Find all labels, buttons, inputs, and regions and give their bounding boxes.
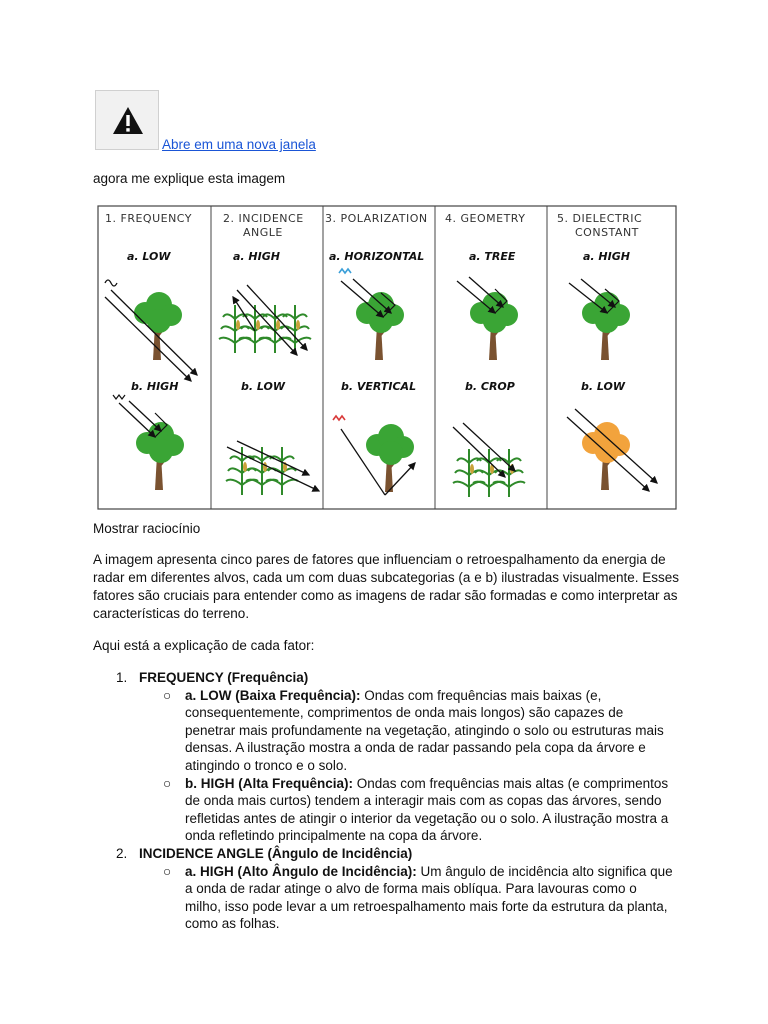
panel-1-b-label: b. HIGH xyxy=(131,380,179,393)
factor-number: 2. xyxy=(116,845,128,861)
subitem-label: a. HIGH (Alto Ângulo de Incidência): xyxy=(185,863,417,879)
panel-3-header: 3. POLARIZATION xyxy=(325,212,428,225)
factor-item xyxy=(93,669,693,687)
warning-icon xyxy=(112,106,144,136)
panel-5-a-label: a. HIGH xyxy=(583,250,630,263)
panel-4-a-label: a. TREE xyxy=(469,250,516,263)
user-prompt: agora me explique esta imagem xyxy=(93,171,286,186)
panel-2-a-label: a. HIGH xyxy=(233,250,280,263)
open-new-window-link[interactable]: Abre em uma nova janela xyxy=(162,137,316,152)
panel-1-header: 1. FREQUENCY xyxy=(105,212,193,225)
subitem-text: Um ângulo de incidência alto significa que a onda de radar atinge o alvo de forma mais oblíqua. Para lavouras como o milho, isso pode levar a um retroespalhamento mais forte da estrutura da planta, como as folhas. xyxy=(185,863,673,932)
panel-4-b-label: b. CROP xyxy=(465,380,515,393)
intro-paragraph: A imagem apresenta cinco pares de fatores que influenciam o retroespalhamento da energia de radar em diferentes alvos, cada um com duas subcategorias (a e b) ilustradas visualmente. Esses fatores são cruciais para entender como as imagens de radar são formadas e como interpretar as características do terreno. xyxy=(93,552,680,621)
factor-subitem: ○ a. HIGH (Alto Ângulo de Incidência): Um ângulo de incidência alto significa que a onda de radar atinge o alvo de forma mais oblíqua. Para lavouras como o milho, isso pode levar a um retroespalhamento mais forte da estrutura da planta, como as folhas. xyxy=(163,863,673,932)
panel-3-a-label: a. HORIZONTAL xyxy=(329,250,425,263)
panel-3-b-label: b. VERTICAL xyxy=(341,380,417,393)
panel-5-header-line2: CONSTANT xyxy=(575,226,639,239)
factor-subitem: ○ a. LOW (Baixa Frequência): Ondas com frequências mais baixas (e, consequentemente, comprimentos de onda mais longos) são capazes de penetrar mais profundamente na vegetação, atingindo o solo ou estruturas mais densas. A ilustração mostra a onda de radar passando pela copa da árvore e atingindo o tronco e o solo. xyxy=(163,687,664,773)
subitem-label: b. HIGH (Alta Frequência): xyxy=(185,775,354,791)
radar-factors-figure xyxy=(97,205,677,510)
show-reasoning-toggle[interactable]: Mostrar raciocínio xyxy=(93,521,201,536)
panel-4-header: 4. GEOMETRY xyxy=(445,212,526,225)
subitem-label: a. LOW (Baixa Frequência): xyxy=(185,687,361,703)
subitem-text: Ondas com frequências mais altas (e comprimentos de onda mais curtos) tendem a interagir mais com as copas das árvores, sendo refletidas antes de atingir o interior da vegetação ou o solo. A ilustração mostra a onda refletindo principalmente na copa da árvore. xyxy=(185,775,669,844)
panel-5-header: 5. DIELECTRIC xyxy=(557,212,643,225)
factor-item xyxy=(93,845,693,863)
panel-5-b-label: b. LOW xyxy=(581,380,625,393)
factor-title: FREQUENCY (Frequência) xyxy=(139,670,309,685)
subitem-text: Ondas com frequências mais baixas (e, consequentemente, comprimentos de onda mais longos) são capazes de penetrar mais profundamente na vegetação, atingindo o solo ou estruturas mais densas. A ilustração mostra a onda de radar passando pela copa da árvore e atingindo o tronco e o solo. xyxy=(185,687,664,773)
attachment-placeholder[interactable] xyxy=(95,90,159,150)
panel-1-a-label: a. LOW xyxy=(127,250,171,263)
factor-title: INCIDENCE ANGLE (Ângulo de Incidência) xyxy=(139,845,413,861)
factor-list xyxy=(93,669,693,933)
factor-number: 1. xyxy=(116,670,128,685)
panel-2-header: 2. INCIDENCE xyxy=(223,212,304,225)
panel-2-header-line2: ANGLE xyxy=(243,226,283,239)
panel-2-b-label: b. LOW xyxy=(241,380,285,393)
factor-subitem: ○ b. HIGH (Alta Frequência): Ondas com frequências mais altas (e comprimentos de onda mais curtos) tendem a interagir mais com as copas das árvores, sendo refletidas antes de atingir o interior da vegetação ou o solo. A ilustração mostra a onda refletindo principalmente na copa da árvore. xyxy=(163,775,669,844)
lead-paragraph: Aqui está a explicação de cada fator: xyxy=(93,638,315,653)
